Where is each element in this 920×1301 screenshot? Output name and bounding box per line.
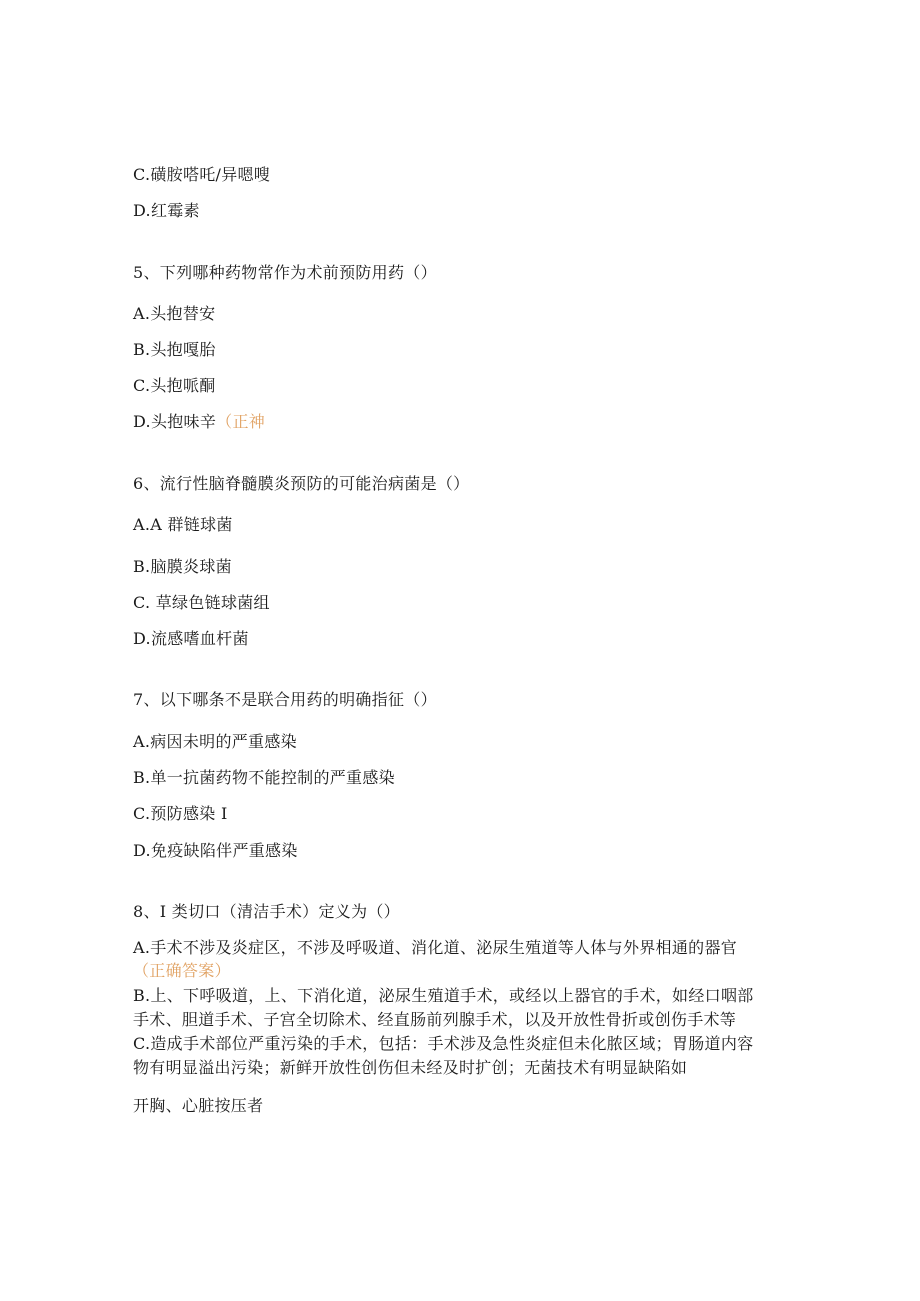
q4-option-d: D.红霉素 <box>133 201 200 220</box>
q8-option-a: A.手术不涉及炎症区，不涉及呼吸道、消化道、泌尿生殖道等人体与外界相通的器官 <box>133 938 738 957</box>
q5-option-d <box>133 411 265 433</box>
correct-answer-mark: （正神 <box>216 412 266 431</box>
q8-stem: 8、I 类切口（清洁手术）定义为（） <box>133 902 400 921</box>
q8-option-c-line2: 物有明显溢出污染；新鲜开放性创伤但未经及时扩创；无菌技术有明显缺陷如 <box>133 1058 688 1077</box>
q5-option-d-text: D.头抱味辛 <box>133 412 217 431</box>
q7-option-c: C.预防感染 I <box>133 804 228 823</box>
q8-option-b-line2: 手术、胆道手术、子宫全切除术、经直肠前列腺手术，以及开放性骨折或创伤手术等 <box>133 1010 737 1029</box>
q7-option-b: B.单一抗菌药物不能控制的严重感染 <box>133 768 395 787</box>
q8-option-c-line3: 开胸、心脏按压者 <box>133 1096 264 1115</box>
q7-stem: 7、以下哪条不是联合用药的明确指征（） <box>133 690 437 709</box>
q6-option-b: B.脑膜炎球菌 <box>133 557 232 576</box>
q6-stem: 6、流行性脑脊髓膜炎预防的可能治病菌是（） <box>133 474 470 493</box>
q7-option-d: D.免疫缺陷伴严重感染 <box>133 841 298 860</box>
q5-option-c: C.头抱哌酮 <box>133 376 216 395</box>
q5-stem: 5、下列哪种药物常作为术前预防用药（） <box>133 263 437 282</box>
q8-option-b-line1: B.上、下呼吸道，上、下消化道，泌尿生殖道手术，或经以上器官的手术，如经口咽部 <box>133 986 754 1005</box>
q7-option-a: A.病因未明的严重感染 <box>133 732 297 751</box>
q6-option-a: A.A 群链球菌 <box>133 515 233 534</box>
q6-option-d: D.流感嗜血杆菌 <box>133 629 249 648</box>
correct-answer-mark: （正确答案） <box>133 961 231 980</box>
q5-option-a: A.头抱替安 <box>133 304 216 323</box>
q8-option-c-line1: C.造成手术部位严重污染的手术，包括：手术涉及急性炎症但未化脓区域；胃肠道内容 <box>133 1034 754 1053</box>
q5-option-b: B.头抱嘎胎 <box>133 340 216 359</box>
q6-option-c: C. 草绿色链球菌组 <box>133 593 270 612</box>
q4-option-c: C.磺胺嗒吒/异嗯嗖 <box>133 165 271 184</box>
